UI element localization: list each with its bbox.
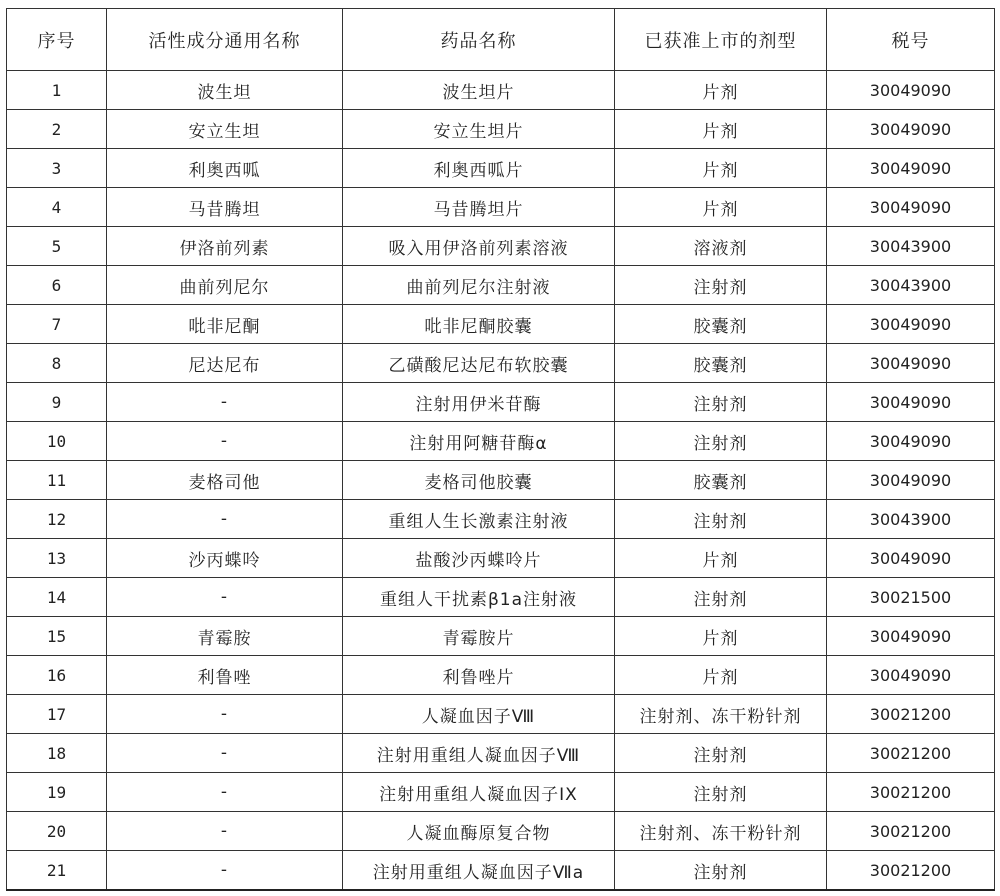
table-row [7, 344, 995, 383]
table-row [7, 110, 995, 149]
cell-serial-number: 1 [7, 71, 107, 110]
header-active-ingredient: 活性成分通用名称 [107, 9, 343, 71]
cell-serial-number: 18 [7, 734, 107, 773]
cell-drug-name: 麦格司他胶囊 [343, 461, 615, 500]
cell-tax-code: 30021200 [827, 695, 995, 734]
header-drug-name: 药品名称 [343, 9, 615, 71]
cell-dosage-form: 片剂 [615, 188, 827, 227]
cell-tax-code: 30049090 [827, 149, 995, 188]
cell-active-ingredient: 马昔腾坦 [107, 188, 343, 227]
cell-drug-name: 注射用伊米苷酶 [343, 383, 615, 422]
cell-drug-name: 人凝血因子Ⅷ [343, 695, 615, 734]
cell-drug-name: 注射用重组人凝血因子Ⅷ [343, 734, 615, 773]
cell-active-ingredient: 利奥西呱 [107, 149, 343, 188]
cell-drug-name: 重组人干扰素β1a注射液 [343, 578, 615, 617]
cell-serial-number: 16 [7, 656, 107, 695]
cell-tax-code: 30049090 [827, 188, 995, 227]
cell-drug-name: 马昔腾坦片 [343, 188, 615, 227]
cell-tax-code: 30049090 [827, 383, 995, 422]
cell-tax-code: 30021500 [827, 578, 995, 617]
cell-serial-number: 10 [7, 422, 107, 461]
cell-drug-name: 注射用阿糖苷酶α [343, 422, 615, 461]
cell-drug-name: 重组人生长激素注射液 [343, 500, 615, 539]
cell-tax-code: 30049090 [827, 422, 995, 461]
cell-drug-name: 注射用重组人凝血因子Ⅶa [343, 851, 615, 891]
cell-tax-code: 30049090 [827, 461, 995, 500]
cell-dosage-form: 注射剂 [615, 851, 827, 891]
cell-serial-number: 17 [7, 695, 107, 734]
cell-active-ingredient: - [107, 812, 343, 851]
cell-dosage-form: 注射剂 [615, 500, 827, 539]
cell-active-ingredient: - [107, 383, 343, 422]
cell-serial-number: 14 [7, 578, 107, 617]
cell-serial-number: 2 [7, 110, 107, 149]
cell-tax-code: 30049090 [827, 344, 995, 383]
cell-active-ingredient: - [107, 851, 343, 891]
cell-dosage-form: 胶囊剂 [615, 344, 827, 383]
table-row [7, 617, 995, 656]
cell-dosage-form: 片剂 [615, 656, 827, 695]
table-row [7, 461, 995, 500]
cell-active-ingredient: 利鲁唑 [107, 656, 343, 695]
header-row [7, 9, 995, 71]
cell-active-ingredient: 波生坦 [107, 71, 343, 110]
cell-serial-number: 19 [7, 773, 107, 812]
cell-drug-name: 曲前列尼尔注射液 [343, 266, 615, 305]
cell-dosage-form: 注射剂 [615, 773, 827, 812]
table-row [7, 734, 995, 773]
cell-serial-number: 7 [7, 305, 107, 344]
table-row [7, 422, 995, 461]
cell-tax-code: 30049090 [827, 71, 995, 110]
cell-drug-name: 人凝血酶原复合物 [343, 812, 615, 851]
header-dosage-form: 已获准上市的剂型 [615, 9, 827, 71]
cell-dosage-form: 片剂 [615, 110, 827, 149]
cell-active-ingredient: 青霉胺 [107, 617, 343, 656]
cell-drug-name: 安立生坦片 [343, 110, 615, 149]
cell-active-ingredient: - [107, 500, 343, 539]
cell-serial-number: 4 [7, 188, 107, 227]
drug-table [6, 8, 995, 891]
cell-active-ingredient: 曲前列尼尔 [107, 266, 343, 305]
table-body [7, 71, 995, 891]
header-tax-code: 税号 [827, 9, 995, 71]
cell-tax-code: 30021200 [827, 734, 995, 773]
cell-dosage-form: 片剂 [615, 149, 827, 188]
header-serial-number: 序号 [7, 9, 107, 71]
cell-dosage-form: 注射剂 [615, 266, 827, 305]
cell-dosage-form: 片剂 [615, 539, 827, 578]
cell-drug-name: 注射用重组人凝血因子IX [343, 773, 615, 812]
cell-serial-number: 8 [7, 344, 107, 383]
cell-serial-number: 6 [7, 266, 107, 305]
cell-drug-name: 青霉胺片 [343, 617, 615, 656]
table-row [7, 851, 995, 891]
cell-tax-code: 30021200 [827, 773, 995, 812]
cell-dosage-form: 注射剂、冻干粉针剂 [615, 812, 827, 851]
cell-serial-number: 15 [7, 617, 107, 656]
cell-active-ingredient: 安立生坦 [107, 110, 343, 149]
table-row [7, 188, 995, 227]
cell-active-ingredient: 沙丙蝶呤 [107, 539, 343, 578]
table-row [7, 578, 995, 617]
cell-dosage-form: 片剂 [615, 71, 827, 110]
table-header [7, 9, 995, 71]
table-row [7, 71, 995, 110]
cell-serial-number: 12 [7, 500, 107, 539]
cell-active-ingredient: - [107, 734, 343, 773]
cell-serial-number: 9 [7, 383, 107, 422]
cell-tax-code: 30049090 [827, 110, 995, 149]
cell-dosage-form: 注射剂 [615, 734, 827, 773]
table-row [7, 656, 995, 695]
table-row [7, 500, 995, 539]
table-row [7, 773, 995, 812]
cell-drug-name: 乙磺酸尼达尼布软胶囊 [343, 344, 615, 383]
cell-drug-name: 波生坦片 [343, 71, 615, 110]
cell-serial-number: 21 [7, 851, 107, 891]
cell-drug-name: 吸入用伊洛前列素溶液 [343, 227, 615, 266]
cell-drug-name: 利鲁唑片 [343, 656, 615, 695]
cell-serial-number: 13 [7, 539, 107, 578]
cell-tax-code: 30049090 [827, 656, 995, 695]
cell-active-ingredient: - [107, 422, 343, 461]
cell-dosage-form: 片剂 [615, 617, 827, 656]
cell-active-ingredient: - [107, 695, 343, 734]
cell-active-ingredient: - [107, 578, 343, 617]
cell-dosage-form: 注射剂 [615, 578, 827, 617]
cell-tax-code: 30021200 [827, 812, 995, 851]
cell-active-ingredient: 吡非尼酮 [107, 305, 343, 344]
cell-active-ingredient: 伊洛前列素 [107, 227, 343, 266]
cell-dosage-form: 注射剂 [615, 422, 827, 461]
cell-serial-number: 5 [7, 227, 107, 266]
cell-tax-code: 30043900 [827, 500, 995, 539]
cell-active-ingredient: 尼达尼布 [107, 344, 343, 383]
table-row [7, 812, 995, 851]
cell-active-ingredient: - [107, 773, 343, 812]
table-row [7, 383, 995, 422]
cell-serial-number: 20 [7, 812, 107, 851]
cell-drug-name: 利奥西呱片 [343, 149, 615, 188]
cell-active-ingredient: 麦格司他 [107, 461, 343, 500]
table-row [7, 266, 995, 305]
cell-tax-code: 30049090 [827, 305, 995, 344]
cell-tax-code: 30043900 [827, 227, 995, 266]
cell-tax-code: 30049090 [827, 617, 995, 656]
cell-tax-code: 30049090 [827, 539, 995, 578]
cell-serial-number: 11 [7, 461, 107, 500]
cell-drug-name: 盐酸沙丙蝶呤片 [343, 539, 615, 578]
table-row [7, 305, 995, 344]
cell-serial-number: 3 [7, 149, 107, 188]
cell-dosage-form: 溶液剂 [615, 227, 827, 266]
table-row [7, 695, 995, 734]
table-row [7, 227, 995, 266]
drug-table-container [6, 8, 994, 891]
cell-tax-code: 30043900 [827, 266, 995, 305]
cell-drug-name: 吡非尼酮胶囊 [343, 305, 615, 344]
cell-tax-code: 30021200 [827, 851, 995, 891]
cell-dosage-form: 注射剂 [615, 383, 827, 422]
cell-dosage-form: 胶囊剂 [615, 461, 827, 500]
cell-dosage-form: 注射剂、冻干粉针剂 [615, 695, 827, 734]
cell-dosage-form: 胶囊剂 [615, 305, 827, 344]
table-row [7, 149, 995, 188]
table-row [7, 539, 995, 578]
